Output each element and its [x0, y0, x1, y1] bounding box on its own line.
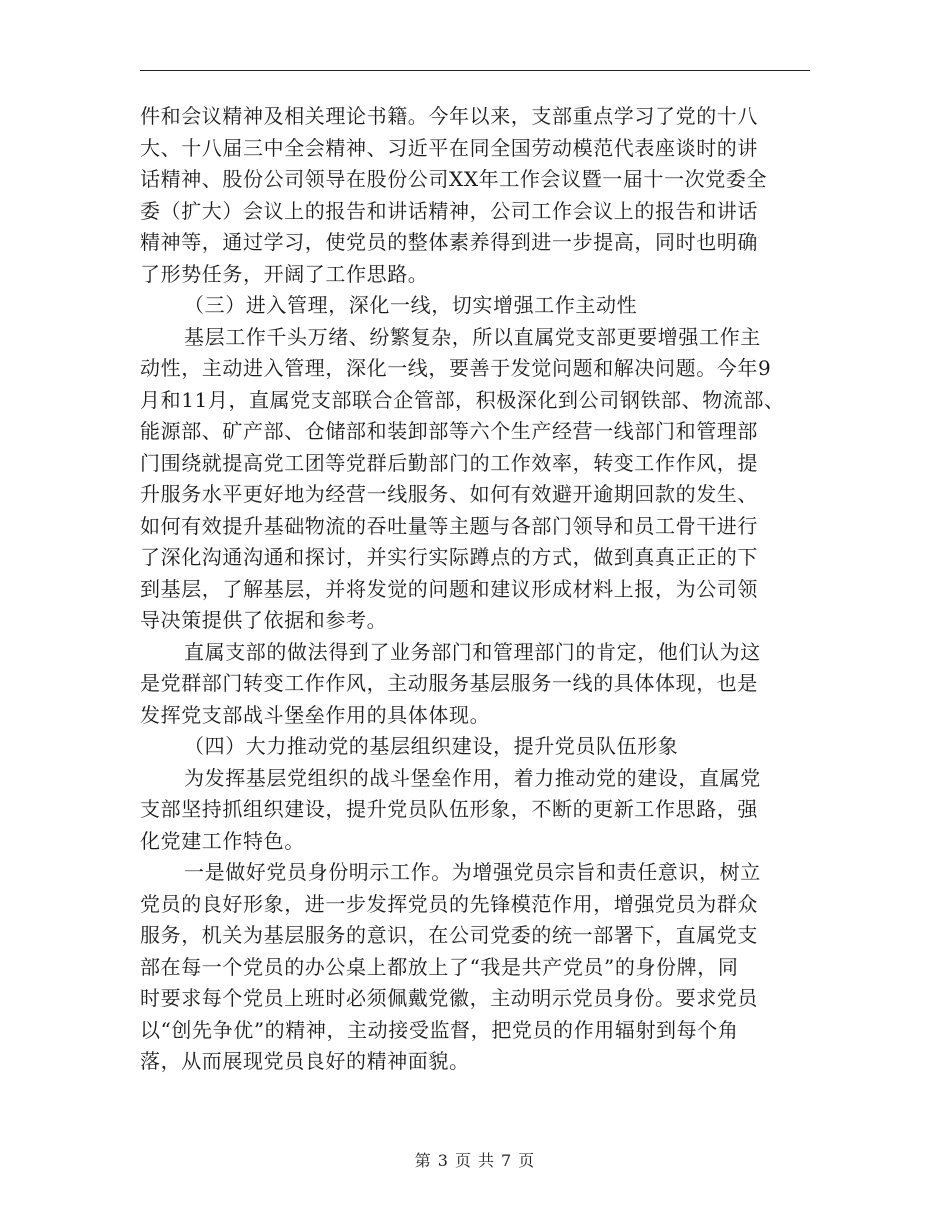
text-line: 服务，机关为基层服务的意识，在公司党委的统一部署下，直属党支 [140, 923, 758, 947]
text-line: 了形势任务，开阔了工作思路。 [140, 261, 429, 286]
footer-current-page: 3 [437, 1151, 449, 1170]
text-line: 了深化沟通沟通和探讨，并实行实际蹲点的方式，做到真真正正的下 [140, 545, 758, 569]
page-footer [0, 1148, 950, 1171]
footer-total-pages: 7 [501, 1151, 513, 1170]
text-line: 到基层，了解基层，并将发觉的问题和建议形成材料上报，为公司领 [140, 576, 758, 601]
text-line: 落，从而展现党员良好的精神面貌。 [140, 1049, 470, 1073]
text-line: 时要求每个党员上班时必须佩戴党徽，主动明示党员身份。要求党员 [140, 986, 758, 1010]
text-line: 精神等，通过学习，使党员的整体素养得到进一步提高，同时也明确 [140, 230, 758, 254]
text-line: 件和会议精神及相关理论书籍。今年以来，支部重点学习了党的十八 [140, 104, 758, 128]
text-line: 导决策提供了依据和参考。 [140, 608, 388, 632]
text-line: 党员的良好形象，进一步发挥党员的先锋模范作用，增强党员为群众 [140, 891, 758, 916]
text-line: （四）大力推动党的基层组织建设，提升党员队伍形象 [184, 734, 679, 758]
text-line: （三）进入管理，深化一线，切实增强工作主动性 [184, 293, 638, 317]
text-line: 话精神、股份公司领导在股份公司XX年工作会议暨一届十一次党委全 [140, 167, 768, 191]
header-rule [140, 70, 810, 71]
text-line: 为发挥基层党组织的战斗堡垒作用，着力推动党的建设，直属党 [184, 765, 761, 790]
text-line: 支部坚持抓组织建设，提升党员队伍形象，不断的更新工作思路，强 [140, 797, 758, 821]
text-line: 是党群部门转变工作作风，主动服务基层服务一线的具体体现，也是 [140, 671, 758, 695]
text-line: 升服务水平更好地为经营一线服务、如何有效避开逾期回款的发生、 [140, 482, 758, 506]
text-line: 化党建工作特色。 [140, 828, 305, 853]
text-line: 发挥党支部战斗堡垒作用的具体体现。 [140, 702, 491, 727]
text-line: 一是做好党员身份明示工作。为增强党员宗旨和责任意识，树立 [184, 860, 761, 884]
text-line: 基层工作千头万绪、纷繁复杂，所以直属党支部更要增强工作主 [184, 324, 761, 349]
text-line: 大、十八届三中全会精神、习近平在同全国劳动模范代表座谈时的讲 [140, 135, 758, 160]
text-line: 能源部、矿产部、仓储部和装卸部等六个生产经营一线部门和管理部 [140, 419, 758, 443]
text-line: 部在每一个党员的办公桌上都放上了“我是共产党员”的身份牌，同 [140, 954, 739, 979]
footer-prefix: 第 [414, 1151, 432, 1170]
text-line: 月和11月，直属党支部联合企管部，积极深化到公司钢铁部、物流部、 [140, 387, 785, 412]
footer-mid: 页 共 [454, 1151, 496, 1170]
text-line: 直属支部的做法得到了业务部门和管理部门的肯定，他们认为这 [184, 639, 761, 664]
text-line: 门围绕就提高党工团等党群后勤部门的工作效率，转变工作作风，提 [140, 450, 758, 475]
footer-suffix: 页 [518, 1151, 536, 1170]
text-line: 如何有效提升基础物流的吞吐量等主题与各部门领导和员工骨干进行 [140, 513, 758, 538]
document-body [140, 101, 820, 1078]
text-line: 以“创先争优”的精神，主动接受监督，把党员的作用辐射到每个角 [140, 1017, 739, 1042]
text-line: 委（扩大）会议上的报告和讲话精神，公司工作会议上的报告和讲话 [140, 198, 758, 223]
text-line: 动性，主动进入管理，深化一线，要善于发觉问题和解决问题。今年9 [140, 356, 772, 380]
